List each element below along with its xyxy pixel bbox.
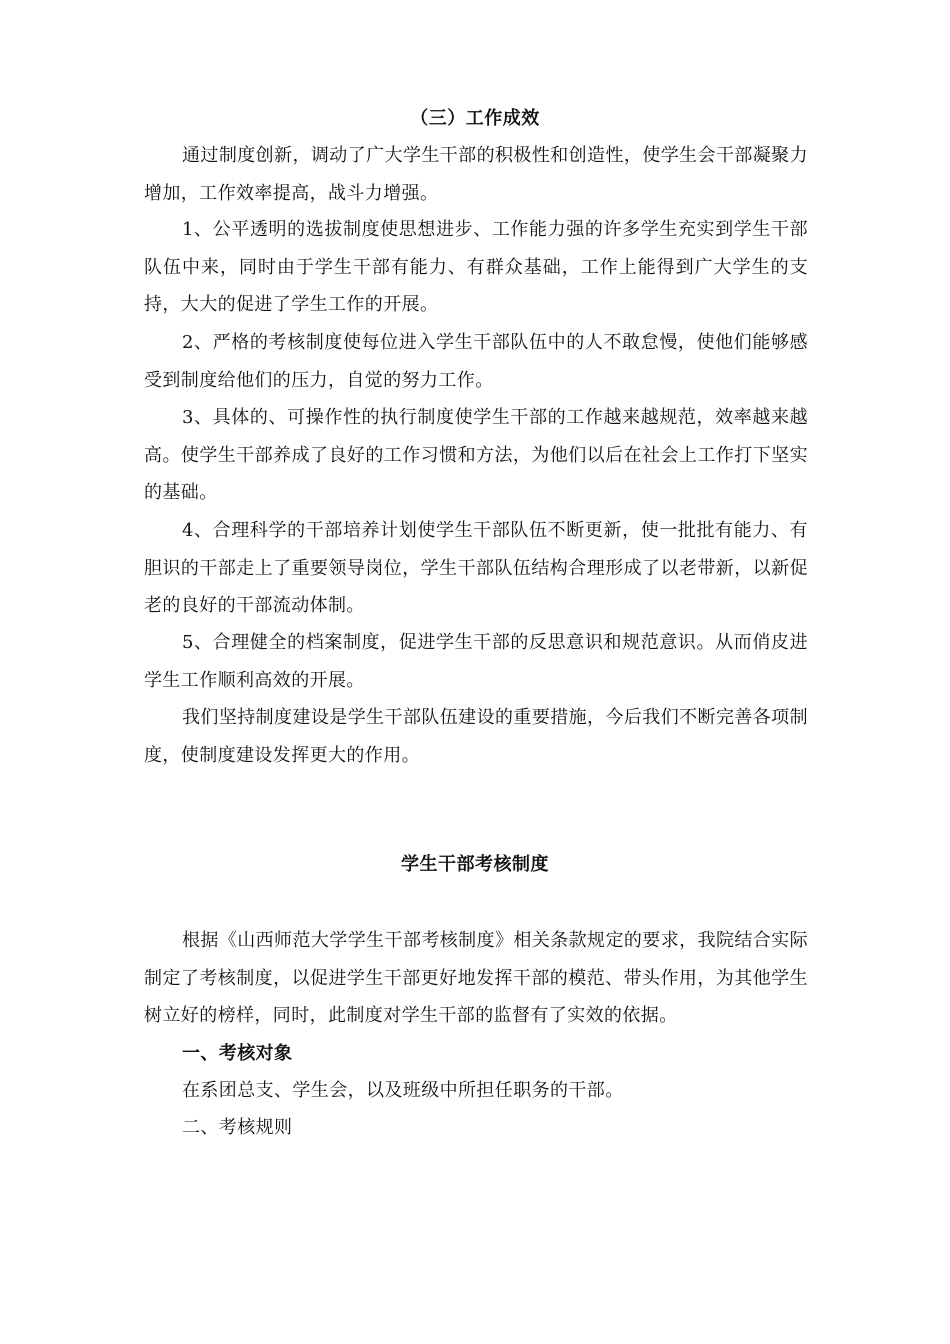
paragraph-item-2: 2、严格的考核制度使每位进入学生干部队伍中的人不敢怠慢，使他们能够感受到制度给他们的压力，自觉的努力工作。 (144, 332, 808, 391)
paragraph-item-1: 1、公平透明的选拔制度使思想进步、工作能力强的许多学生充实到学生干部队伍中来，同时由于学生干部有能力、有群众基础，工作上能得到广大学生的支持，大大的促进了学生工作的开展。 (144, 219, 808, 315)
paragraph-assessment-target: 在系团总支、学生会，以及班级中所担任职务的干部。 (182, 1080, 624, 1101)
paragraph-item-5: 5、合理健全的档案制度，促进学生干部的反思意识和规范意识。从而俏皮进学生工作顺利高效的开展。 (144, 632, 808, 691)
paragraph-item-3: 3、具体的、可操作性的执行制度使学生干部的工作越来越规范，效率越来越高。使学生干部养成了良好的工作习惯和方法，为他们以后在社会上工作打下坚实的基础。 (144, 407, 808, 503)
paragraph-conclusion: 我们坚持制度建设是学生干部队伍建设的重要措施，今后我们不断完善各项制度，使制度建设发挥更大的作用。 (144, 707, 808, 766)
subheading-assessment-target: 一、考核对象 (182, 1043, 293, 1064)
section-heading-assessment-system: 学生干部考核制度 (401, 854, 549, 875)
paragraph-item-4: 4、合理科学的干部培养计划使学生干部队伍不断更新，使一批批有能力、有胆识的干部走上了重要领导岗位，学生干部队伍结构合理形成了以老带新，以新促老的良好的干部流动体制。 (144, 520, 808, 616)
paragraph-intro: 通过制度创新，调动了广大学生干部的积极性和创造性，使学生会干部凝聚力增加，工作效率提高，战斗力增强。 (144, 145, 808, 204)
section-heading-work-results: （三）工作成效 (410, 108, 540, 129)
paragraph-assessment-intro: 根据《山西师范大学学生干部考核制度》相关条款规定的要求，我院结合实际制定了考核制度，以促进学生干部更好地发挥干部的模范、带头作用，为其他学生树立好的榜样，同时，此制度对学生干部的监督有了实效的依据。 (144, 930, 808, 1026)
subheading-assessment-rules: 二、考核规则 (182, 1117, 293, 1138)
